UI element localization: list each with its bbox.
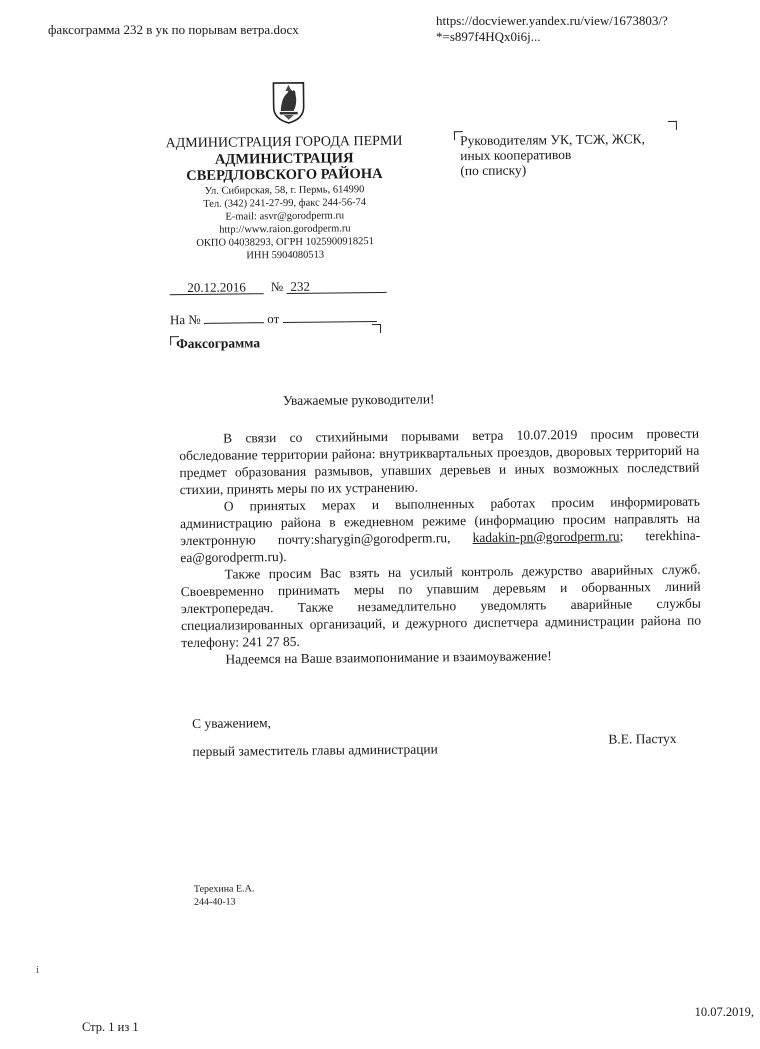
letterhead-inn: ИНН 5904080513 bbox=[246, 249, 325, 262]
closing: С уважением, bbox=[192, 715, 272, 731]
signatory-position: первый заместитель главы администрации bbox=[192, 741, 438, 759]
letterhead-phone: Тел. (342) 241-27-99, факс 244-56-74 bbox=[203, 197, 367, 210]
reg-date: 20.12.2016 bbox=[169, 279, 263, 295]
reply-number-line bbox=[204, 308, 264, 324]
letter-body bbox=[179, 425, 701, 668]
recipient-line: Руководителям УК, ТСЖ, ЖСК, bbox=[459, 131, 646, 149]
page-counter: Стр. 1 из 1 bbox=[82, 1020, 139, 1034]
recipient-block bbox=[460, 131, 645, 178]
letterhead-city: АДМИНИСТРАЦИЯ ГОРОДА ПЕРМИ bbox=[165, 133, 403, 152]
paragraph-text: О принятых мерах и выполненных работах просим информировать администрацию района в ежедневном режиме (информацию просим направлять на электронную почту:sharygin@gorodperm.ru, bbox=[179, 493, 701, 549]
paragraph-text: ; terekhina-ea@gorodperm.ru). bbox=[180, 527, 701, 566]
paragraph: Надеемся на Ваше взаимопонимание и взаимоуважение! bbox=[225, 648, 552, 667]
coat-of-arms-icon bbox=[271, 81, 305, 125]
reply-number-label: На № bbox=[169, 311, 201, 328]
paragraph: Также просим Вас взять на усилый контроль дежурство аварийных служб. Своевременно принимать меры по упавшим деревьям и оборванных линий электропередач. Также незамедлительно уведомлять аварийные службы специализированных организаций, и дежурного диспетчера администрации района по телефону: 241 27 85. bbox=[180, 561, 702, 651]
letterhead-address: Ул. Сибирская, 58, г. Пермь, 614990 bbox=[204, 184, 365, 197]
letterhead-web: http://www.raion.gorodperm.ru bbox=[219, 223, 351, 236]
document-type: Факсограмма bbox=[176, 335, 261, 352]
margin-mark: i bbox=[36, 964, 40, 976]
signatory-name: В.Е. Пастух bbox=[608, 730, 677, 747]
reg-number: 232 bbox=[286, 278, 386, 294]
browser-tab-title: факсограмма 232 в ук по порывам ветра.docx bbox=[48, 22, 299, 37]
executor-phone: 244-40-13 bbox=[193, 896, 236, 908]
corner-mark bbox=[668, 121, 677, 130]
corner-mark bbox=[372, 324, 381, 333]
browser-url[interactable]: https://docviewer.yandex.ru/view/1673803/?*=s897f4HQx0i6j... bbox=[436, 13, 668, 44]
reply-date-line bbox=[282, 307, 376, 323]
print-date: 10.07.2019, bbox=[694, 1005, 754, 1019]
executor-name: Терехина Е.А. bbox=[193, 883, 255, 895]
letterhead-email: E-mail: asvr@gorodperm.ru bbox=[225, 210, 345, 223]
letterhead-district: СВЕРДЛОВСКОГО РАЙОНА bbox=[186, 165, 383, 185]
recipient-line: иных кооперативов bbox=[460, 146, 572, 164]
reg-date-row bbox=[169, 278, 386, 296]
letterhead-okpo: ОКПО 04038293, ОГРН 1025900918251 bbox=[196, 236, 374, 249]
letterhead-admin: АДМИНИСТРАЦИЯ bbox=[214, 150, 354, 168]
greeting: Уважаемые руководители! bbox=[282, 391, 435, 409]
paragraph: В связи со стихийными порывами ветра 10.07.2019 просим провести обследование территории района: внутриквартальных проездов, дворовых территорий на предмет образования размывов, упавших деревьев и иных возможных последствий стихии, принять меры по их устранению. bbox=[179, 425, 700, 498]
reg-number-label: № bbox=[270, 279, 284, 295]
reply-date-label: от bbox=[267, 311, 280, 327]
recipient-line: (по списку) bbox=[460, 162, 527, 179]
paragraph bbox=[180, 493, 701, 566]
reply-to-row bbox=[170, 307, 377, 328]
email-link: kadakin-pn@gorodperm.ru bbox=[472, 528, 620, 546]
